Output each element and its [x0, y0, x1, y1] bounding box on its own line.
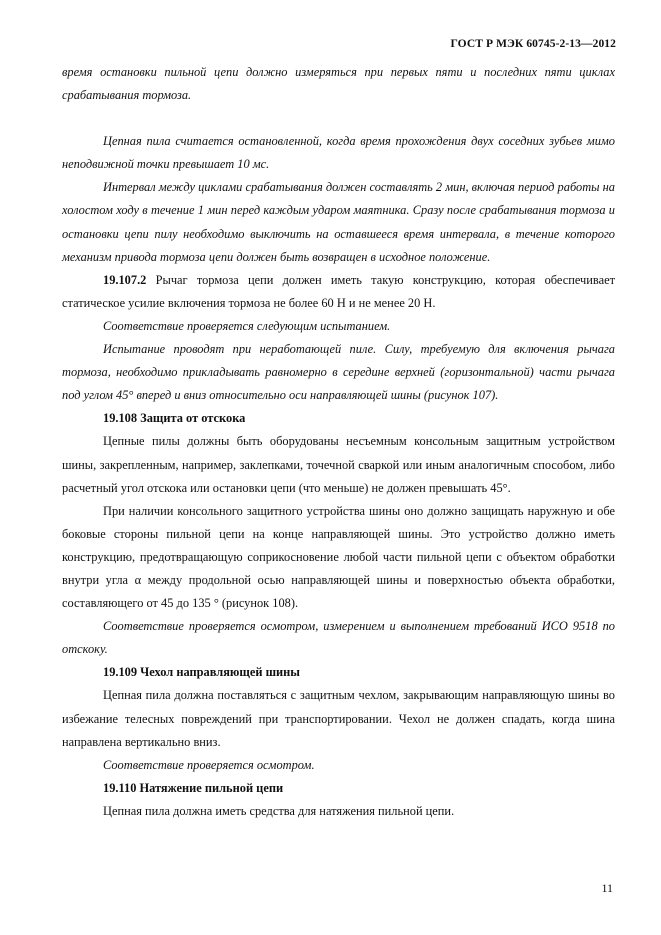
page-body — [62, 61, 615, 823]
page-number: 11 — [601, 881, 613, 895]
heading-19-109: 19.109 Чехол направляющей шины — [103, 665, 300, 680]
heading-19-108: 19.108 Защита от отскока — [103, 411, 246, 426]
paragraph-chain-stopped: Цепная пила считается остановленной, когда время прохождения двух соседних зубьев мимо неподвижной точки превышает 10 мс. — [62, 134, 615, 172]
clause-text: Рычаг тормоза цепи должен иметь такую конструкцию, которая обеспечивает статическое усилие включения тормоза не более 60 Н и не менее 20 Н. — [62, 272, 615, 310]
paragraph-tension-requirement: Цепная пила должна иметь средства для натяжения пильной цепи. — [103, 803, 455, 818]
clause-19-107-2 — [62, 269, 615, 315]
paragraph-guard-requirement: Цепные пилы должны быть оборудованы несъемным консольным защитным устройством шины, закрепленным, например, заклепками, точечной сваркой или иным аналогичным способом, либо расчетный угол отскока или остановки цепи (что меньше) не должен превышать 45°. — [62, 434, 615, 495]
heading-19-110: 19.110 Натяжение пильной цепи — [103, 780, 284, 795]
paragraph-cover-requirement: Цепная пила должна поставляться с защитным чехлом, закрывающим направляющую шины во избежание телесных повреждений при транспортировании. Чехол не должен спадать, когда шина направлена вертикально вниз. — [62, 688, 615, 749]
standard-header: ГОСТ Р МЭК 60745-2-13—2012 — [450, 38, 616, 50]
paragraph-compliance-inspection: Соответствие проверяется осмотром. — [103, 757, 315, 772]
paragraph-compliance-iso: Соответствие проверяется осмотром, измерением и выполнением требований ИСО 9518 по отскоку. — [62, 619, 615, 657]
paragraph-test-procedure: Испытание проводят при неработающей пиле. Силу, требуемую для включения рычага тормоза, необходимо прикладывать равномерно в середине верхней (горизонтальной) части рычага под углом 45° вперед и вниз относительно оси направляющей шины (рисунок 107). — [62, 342, 615, 403]
clause-number: 19.107.2 — [103, 272, 147, 287]
paragraph-continuation: время остановки пильной цепи должно измеряться при первых пяти и последних пяти циклах срабатывания тормоза. — [62, 65, 615, 103]
paragraph-cycle-interval: Интервал между циклами срабатывания должен составлять 2 мин, включая период работы на холостом ходу в течение 1 мин перед каждым ударом маятника. Сразу после срабатывания тормоза и остановки цепи пилу необходимо выключить на оставшееся время интервала, в течение которого механизм привода тормоза цепи должен быть возвращен в исходное положение. — [62, 180, 615, 264]
paragraph-compliance-test: Соответствие проверяется следующим испытанием. — [103, 318, 391, 333]
paragraph-guard-protection: При наличии консольного защитного устройства шины оно должно защищать наружную и обе боковые стороны пильной цепи на конце направляющей шины. Это устройство должно иметь конструкцию, предотвращающую соприкосновение любой части пильной цепи с объектом обработки внутри угла α между продольной осью направляющей шины и поверхностью объекта обработки, составляющего от 45 до 135 ° (рисунок 108). — [62, 503, 615, 611]
